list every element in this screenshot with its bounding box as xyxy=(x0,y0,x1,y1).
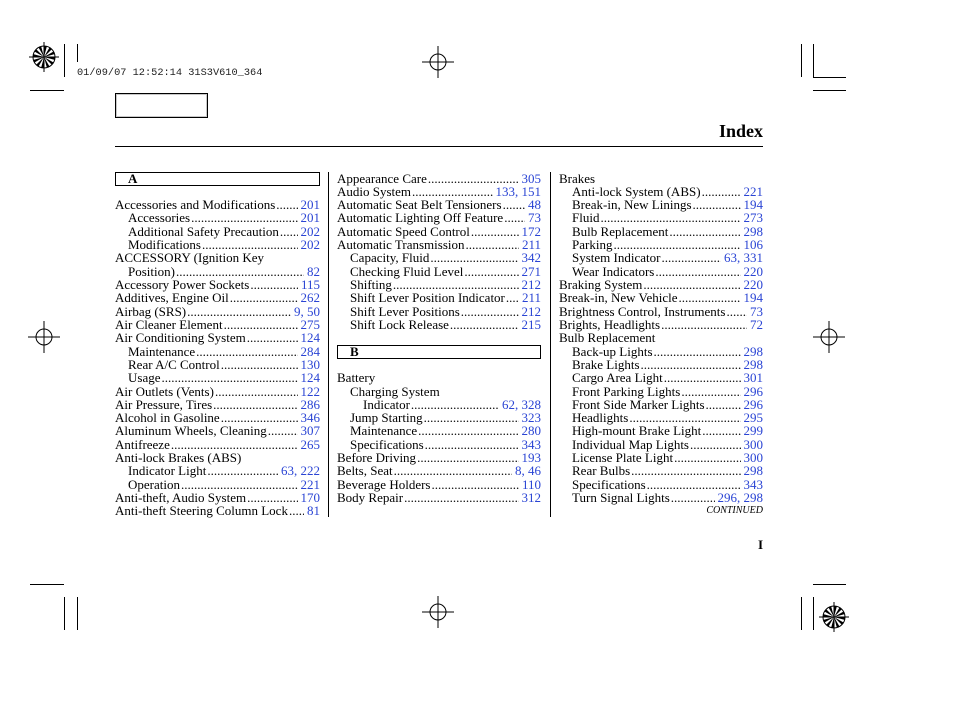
entry-label: Individual Map Lights xyxy=(572,436,689,452)
dot-leader xyxy=(463,265,518,278)
page-reference-link[interactable]: 298 xyxy=(743,463,763,479)
dot-leader xyxy=(646,478,741,491)
index-entry xyxy=(115,411,320,424)
entry-label: Brake Lights xyxy=(572,356,640,372)
page-reference-link[interactable]: 300 xyxy=(743,436,763,452)
section-letter: A xyxy=(128,170,138,186)
index-subentry xyxy=(337,251,541,264)
star-target-top-left xyxy=(29,42,59,72)
index-entry xyxy=(115,318,320,331)
entry-label: Brights, Headlights xyxy=(559,316,661,332)
dot-leader xyxy=(660,251,721,264)
dot-leader xyxy=(417,424,518,437)
section-header-b xyxy=(337,345,541,359)
index-entry xyxy=(337,491,541,504)
dot-leader xyxy=(212,398,297,411)
entry-label: License Plate Light xyxy=(572,450,674,466)
index-entry xyxy=(337,198,541,211)
page-reference-link[interactable]: 284 xyxy=(300,343,320,359)
dot-leader xyxy=(180,478,298,491)
index-subentry xyxy=(559,345,763,358)
index-subentry xyxy=(559,464,763,477)
index-subentry xyxy=(559,198,763,211)
page-reference-link[interactable]: 298 xyxy=(743,356,763,372)
dot-leader xyxy=(288,504,304,517)
entry-label: Fluid xyxy=(572,210,600,226)
dot-leader xyxy=(505,291,519,304)
page-reference-link[interactable]: 286 xyxy=(300,396,320,412)
entry-label: Airbag (SRS) xyxy=(115,303,187,319)
entry-label: Shift Lever Positions xyxy=(350,303,460,319)
index-entry xyxy=(115,438,320,451)
registration-mark-top xyxy=(422,46,454,78)
index-subentry xyxy=(115,358,320,371)
entry-label: Anti-lock System (ABS) xyxy=(572,183,701,199)
entry-label: Shifting xyxy=(350,277,392,292)
section-letter: B xyxy=(350,343,359,359)
dot-leader xyxy=(431,478,519,491)
dot-leader xyxy=(424,438,519,451)
page-reference-link[interactable]: 343 xyxy=(521,436,541,452)
entry-label: Checking Fluid Level xyxy=(350,263,464,279)
entry-label: Operation xyxy=(128,476,180,492)
page-reference-link[interactable]: 296, 298 xyxy=(717,490,763,505)
page-reference-link[interactable]: 305 xyxy=(521,170,541,186)
entry-label: Shift Lever Position Indicator xyxy=(350,290,505,306)
page-reference-link[interactable]: 130 xyxy=(300,356,320,372)
page-reference-link[interactable]: 106 xyxy=(743,237,763,253)
entry-label: Usage xyxy=(128,370,161,386)
index-entry xyxy=(115,305,320,318)
index-subentry xyxy=(559,371,763,384)
star-target-bottom-right xyxy=(819,602,849,632)
index-entry xyxy=(337,371,541,384)
entry-label: High-mount Brake Light xyxy=(572,423,702,439)
page-reference-link[interactable]: 299 xyxy=(743,423,763,439)
dot-leader xyxy=(612,238,740,251)
page-reference-link[interactable]: 211 xyxy=(521,290,541,306)
dot-leader xyxy=(640,358,741,371)
dot-leader xyxy=(220,411,298,424)
index-subentry xyxy=(337,278,541,291)
index-entry xyxy=(559,291,763,304)
page-reference-link[interactable]: 346 xyxy=(300,410,320,426)
crop-mark-bottom-left xyxy=(30,585,78,631)
index-subentry xyxy=(337,291,541,304)
page-reference-link[interactable]: 215 xyxy=(521,316,541,332)
index-subentry xyxy=(559,478,763,491)
entry-label: Additives, Engine Oil xyxy=(115,290,229,306)
index-subentry xyxy=(115,478,320,491)
index-entry xyxy=(559,331,763,344)
index-column-3 xyxy=(559,172,763,518)
dot-leader xyxy=(692,198,741,211)
dot-leader xyxy=(249,278,298,291)
dot-leader xyxy=(214,385,298,398)
index-entry xyxy=(559,278,763,291)
page-reference-link[interactable]: 262 xyxy=(300,290,320,306)
entry-label: ACCESSORY (Ignition Key xyxy=(115,250,265,266)
entry-label: Belts, Seat xyxy=(337,463,393,479)
dot-leader xyxy=(670,491,715,504)
index-entry xyxy=(115,451,320,464)
page-reference-link[interactable]: 172 xyxy=(521,223,541,239)
index-subentry xyxy=(337,424,541,437)
index-entry xyxy=(559,172,763,185)
page-reference-link[interactable]: 193 xyxy=(521,450,541,466)
page-reference-link[interactable]: 133, 151 xyxy=(495,183,541,199)
dot-leader xyxy=(653,345,741,358)
index-subentry xyxy=(559,438,763,451)
page-reference-link[interactable]: 115 xyxy=(300,277,320,292)
index-subentry xyxy=(559,385,763,398)
dot-leader xyxy=(403,491,518,504)
dot-leader xyxy=(206,464,278,477)
page-reference-link[interactable]: 201 xyxy=(300,197,320,213)
entry-label: Automatic Lighting Off Feature xyxy=(337,210,504,226)
index-subentry xyxy=(337,438,541,451)
entry-label: Capacity, Fluid xyxy=(350,250,430,266)
index-entry xyxy=(337,225,541,238)
index-subentry xyxy=(115,464,320,477)
dot-leader xyxy=(680,385,740,398)
dot-leader xyxy=(449,318,519,331)
index-subentry xyxy=(559,424,763,437)
dot-leader xyxy=(689,438,741,451)
entry-label: Bulb Replacement xyxy=(559,330,656,346)
page-reference-link[interactable]: 307 xyxy=(300,423,320,439)
dot-leader xyxy=(190,211,297,224)
dot-leader xyxy=(701,424,740,437)
entry-label: Air Cleaner Element xyxy=(115,316,223,332)
index-entry xyxy=(559,305,763,318)
page-reference-link[interactable]: 300 xyxy=(743,450,763,466)
page-reference-link[interactable]: 124 xyxy=(300,330,320,346)
entry-label: Antifreeze xyxy=(115,436,170,452)
index-entry xyxy=(337,464,541,477)
index-entry xyxy=(559,318,763,331)
dot-leader xyxy=(725,305,747,318)
entry-label: Automatic Transmission xyxy=(337,237,465,253)
index-subentry xyxy=(559,491,763,504)
page-reference-link[interactable]: 73 xyxy=(750,303,763,319)
dot-leader xyxy=(195,345,297,358)
index-subentry xyxy=(559,358,763,371)
entry-label: Bulb Replacement xyxy=(572,223,669,239)
dot-leader xyxy=(411,185,492,198)
crop-mark-top-right xyxy=(802,44,847,91)
index-entry xyxy=(337,211,541,224)
entry-label: Cargo Area Light xyxy=(572,370,663,386)
entry-label: Jump Starting xyxy=(350,410,423,426)
entry-label: Air Conditioning System xyxy=(115,330,246,346)
page-reference-link[interactable]: 9, 50 xyxy=(294,303,320,319)
page-reference-link[interactable]: 212 xyxy=(521,303,541,319)
index-entry xyxy=(115,491,320,504)
registration-mark-left xyxy=(28,321,60,353)
page-number: I xyxy=(757,537,763,552)
index-subentry xyxy=(559,211,763,224)
page-reference-link[interactable]: 220 xyxy=(743,263,763,279)
index-entry xyxy=(115,251,320,264)
entry-label: Braking System xyxy=(559,277,643,292)
page-reference-link[interactable]: 298 xyxy=(743,223,763,239)
page-reference-link[interactable]: 48 xyxy=(528,197,541,213)
entry-label: Audio System xyxy=(337,183,412,199)
page-title: Index xyxy=(718,121,763,141)
page-reference-link[interactable]: 194 xyxy=(743,290,763,306)
column-1-entries xyxy=(115,172,320,518)
index-entry xyxy=(337,478,541,491)
dot-leader xyxy=(668,225,740,238)
dot-leader xyxy=(201,238,298,251)
dot-leader xyxy=(660,318,747,331)
index-entry xyxy=(337,185,541,198)
dot-leader xyxy=(673,451,740,464)
entry-label: Indicator xyxy=(363,396,410,412)
page-reference-link[interactable]: 63, 331 xyxy=(724,250,763,266)
index-entry xyxy=(115,278,320,291)
entry-label: Battery xyxy=(337,370,376,386)
index-subentry xyxy=(559,265,763,278)
entry-label: Break-in, New Linings xyxy=(572,197,692,213)
page-reference-link[interactable]: 271 xyxy=(521,263,541,279)
entry-label: Headlights xyxy=(572,410,629,426)
index-subentry xyxy=(559,185,763,198)
entry-label: Indicator Light xyxy=(128,463,207,479)
index-entry xyxy=(115,504,320,517)
index-subentry xyxy=(337,318,541,331)
entry-label: Air Pressure, Tires xyxy=(115,396,213,412)
entry-label: Anti-lock Brakes (ABS) xyxy=(115,450,242,466)
index-subentry xyxy=(115,211,320,224)
section-header-a xyxy=(115,172,320,186)
column-divider xyxy=(550,172,551,517)
page-reference-link[interactable]: 201 xyxy=(300,210,320,226)
entry-label: Accessory Power Sockets xyxy=(115,277,250,292)
page-reference-link[interactable]: 170 xyxy=(300,490,320,505)
page-reference-link[interactable]: 62, 328 xyxy=(502,396,541,412)
page-reference-link[interactable]: 8, 46 xyxy=(515,463,541,479)
dot-leader xyxy=(642,278,740,291)
page-reference-link[interactable]: 73 xyxy=(528,210,541,226)
page-reference-link[interactable]: 82 xyxy=(307,263,320,279)
dot-leader xyxy=(275,198,297,211)
page-reference-link[interactable]: 273 xyxy=(743,210,763,226)
index-entry xyxy=(115,331,320,344)
dot-leader xyxy=(628,411,740,424)
page-reference-link[interactable]: 221 xyxy=(743,183,763,199)
page-reference-link[interactable]: 275 xyxy=(300,316,320,332)
index-subentry xyxy=(115,371,320,384)
index-subentry xyxy=(559,398,763,411)
index-subentry xyxy=(559,225,763,238)
index-entry xyxy=(115,385,320,398)
header-rule xyxy=(115,146,763,147)
index-subentry xyxy=(337,385,541,398)
entry-label: Anti-theft Steering Column Lock xyxy=(115,503,288,519)
page-reference-link[interactable]: 221 xyxy=(300,476,320,492)
entry-label: Accessories and Modifications xyxy=(115,197,276,213)
entry-label: Front Parking Lights xyxy=(572,383,681,399)
page-reference-link[interactable]: 63, 222 xyxy=(281,463,320,479)
entry-label: Turn Signal Lights xyxy=(572,490,670,505)
entry-label: System Indicator xyxy=(572,250,661,266)
entry-label: Rear A/C Control xyxy=(128,356,220,372)
index-subentry xyxy=(115,238,320,251)
dot-leader xyxy=(161,371,298,384)
dot-leader xyxy=(267,424,298,437)
page-reference-link[interactable]: 280 xyxy=(521,423,541,439)
index-subentry xyxy=(337,411,541,424)
page-reference-link[interactable]: 202 xyxy=(300,237,320,253)
entry-label: Appearance Care xyxy=(337,170,427,186)
dot-leader xyxy=(429,251,518,264)
dot-leader xyxy=(392,278,519,291)
page-reference-link[interactable]: 220 xyxy=(743,277,763,292)
page-reference-link[interactable]: 211 xyxy=(521,237,541,253)
page-reference-link[interactable]: 124 xyxy=(300,370,320,386)
dot-leader xyxy=(630,464,740,477)
entry-label: Accessories xyxy=(128,210,191,226)
dot-leader xyxy=(705,398,741,411)
index-subentry xyxy=(559,238,763,251)
index-subentry xyxy=(559,251,763,264)
page-reference-link[interactable]: 212 xyxy=(521,277,541,292)
dot-leader xyxy=(175,265,304,278)
page-reference-link[interactable]: 296 xyxy=(743,396,763,412)
dot-leader xyxy=(599,211,740,224)
entry-label: Position) xyxy=(128,263,175,279)
page-reference-link[interactable]: 72 xyxy=(750,316,763,332)
entry-label: Rear Bulbs xyxy=(572,463,631,479)
index-entry xyxy=(115,291,320,304)
dot-leader xyxy=(279,225,298,238)
continued-note: CONTINUED xyxy=(706,505,763,517)
column-2-entries xyxy=(337,172,541,505)
entry-label: Back-up Lights xyxy=(572,343,653,359)
entry-label: Brakes xyxy=(559,170,596,186)
page-reference-link[interactable]: 298 xyxy=(743,343,763,359)
index-column-2 xyxy=(337,172,541,505)
index-subentry xyxy=(337,265,541,278)
page-reference-link[interactable]: 343 xyxy=(743,476,763,492)
page-reference-link[interactable]: 194 xyxy=(743,197,763,213)
page-reference-link[interactable]: 323 xyxy=(521,410,541,426)
dot-leader xyxy=(663,371,741,384)
registration-mark-bottom xyxy=(422,596,454,628)
dot-leader xyxy=(410,398,499,411)
entry-label: Specifications xyxy=(350,436,424,452)
entry-label: Additional Safety Precaution xyxy=(128,223,279,239)
entry-label: Shift Lock Release xyxy=(350,316,449,332)
entry-label: Anti-theft, Audio System xyxy=(115,490,247,505)
index-entry xyxy=(115,398,320,411)
entry-label: Alcohol in Gasoline xyxy=(115,410,220,426)
entry-label: Brightness Control, Instruments xyxy=(559,303,726,319)
index-column-1 xyxy=(115,172,320,518)
page-reference-link[interactable]: 110 xyxy=(521,476,541,492)
entry-label: Break-in, New Vehicle xyxy=(559,290,678,306)
page-reference-link[interactable]: 312 xyxy=(521,490,541,505)
print-slug: 01/09/07 12:52:14 31S3V610_364 xyxy=(77,67,263,79)
index-subentry xyxy=(337,305,541,318)
page-reference-link[interactable]: 301 xyxy=(743,370,763,386)
dot-leader xyxy=(701,185,741,198)
dot-leader xyxy=(393,464,512,477)
entry-label: Beverage Holders xyxy=(337,476,431,492)
page-reference-link[interactable]: 342 xyxy=(521,250,541,266)
index-subentry xyxy=(337,398,541,411)
page-reference-link[interactable]: 295 xyxy=(743,410,763,426)
dot-leader xyxy=(423,411,519,424)
index-subentry xyxy=(559,411,763,424)
entry-label: Automatic Speed Control xyxy=(337,223,470,239)
index-subentry xyxy=(559,451,763,464)
dot-leader xyxy=(427,172,519,185)
entry-label: Body Repair xyxy=(337,490,404,505)
dot-leader xyxy=(170,438,298,451)
dot-leader xyxy=(465,238,519,251)
dot-leader xyxy=(220,358,298,371)
dot-leader xyxy=(470,225,519,238)
entry-label: Modifications xyxy=(128,237,201,253)
column-3-entries xyxy=(559,172,763,505)
entry-label: Parking xyxy=(572,237,613,253)
index-subentry xyxy=(115,345,320,358)
entry-label: Before Driving xyxy=(337,450,417,466)
entry-label: Charging System xyxy=(350,383,440,399)
chapter-tab-box xyxy=(115,93,208,118)
entry-label: Wear Indicators xyxy=(572,263,655,279)
entry-label: Maintenance xyxy=(128,343,196,359)
dot-leader xyxy=(416,451,518,464)
page-reference-link[interactable]: 122 xyxy=(300,383,320,399)
entry-label: Maintenance xyxy=(350,423,418,439)
index-entry xyxy=(337,451,541,464)
entry-label: Air Outlets (Vents) xyxy=(115,383,214,399)
dot-leader xyxy=(246,331,298,344)
index-subentry xyxy=(115,225,320,238)
index-subentry xyxy=(115,265,320,278)
entry-label: Automatic Seat Belt Tensioners xyxy=(337,197,502,213)
dot-leader xyxy=(503,211,525,224)
page-reference-link[interactable]: 81 xyxy=(307,503,320,519)
entry-label: Specifications xyxy=(572,476,646,492)
dot-leader xyxy=(229,291,298,304)
dot-leader xyxy=(186,305,291,318)
page-reference-link[interactable]: 265 xyxy=(300,436,320,452)
registration-mark-right xyxy=(813,321,845,353)
dot-leader xyxy=(678,291,741,304)
index-entry xyxy=(115,424,320,437)
column-divider xyxy=(328,172,329,517)
dot-leader xyxy=(223,318,298,331)
page-reference-link[interactable]: 202 xyxy=(300,223,320,239)
index-entry xyxy=(337,172,541,185)
page-reference-link[interactable]: 296 xyxy=(743,383,763,399)
dot-leader xyxy=(460,305,519,318)
dot-leader xyxy=(246,491,297,504)
entry-label: Aluminum Wheels, Cleaning xyxy=(115,423,267,439)
index-entry xyxy=(115,198,320,211)
index-entry xyxy=(337,238,541,251)
dot-leader xyxy=(654,265,740,278)
entry-label: Front Side Marker Lights xyxy=(572,396,705,412)
dot-leader xyxy=(502,198,525,211)
